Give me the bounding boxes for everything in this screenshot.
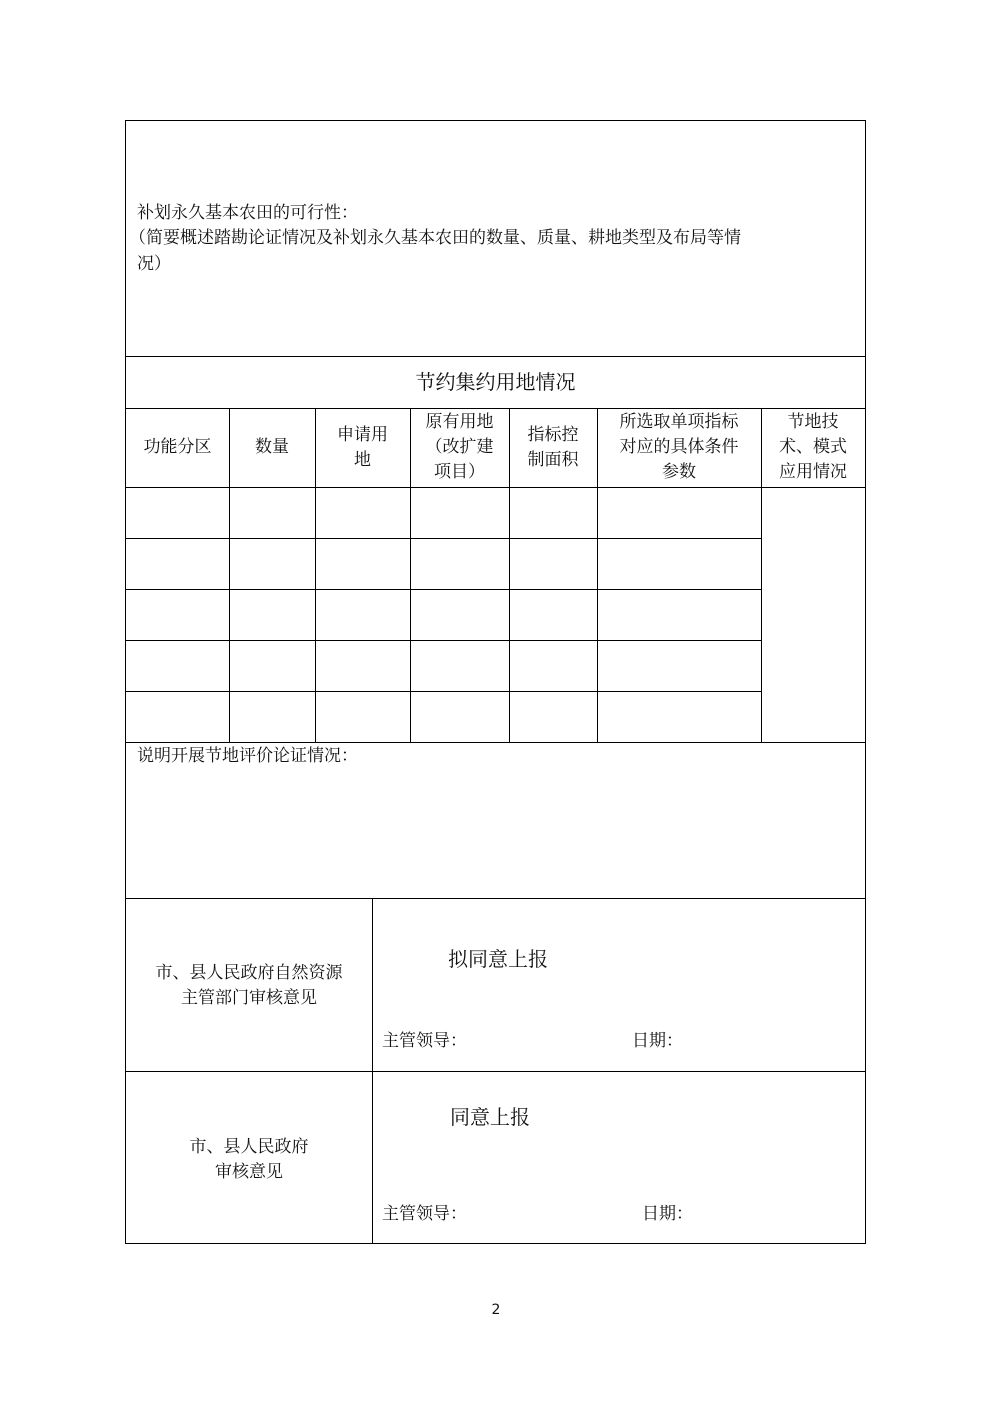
table-cell[interactable] bbox=[597, 640, 761, 691]
table-cell[interactable] bbox=[509, 538, 597, 589]
table-cell[interactable] bbox=[315, 691, 410, 742]
table-header-text: 功能分区 bbox=[143, 437, 212, 457]
review1-opinion: 拟同意上报 bbox=[448, 947, 548, 971]
feasibility-title: 补划永久基本农田的可行性： bbox=[137, 203, 358, 223]
table-cell[interactable] bbox=[126, 691, 229, 742]
table-header-text: 参数 bbox=[662, 462, 696, 482]
divider bbox=[126, 898, 865, 899]
table-header-text: 节地技 bbox=[787, 412, 839, 432]
review1-label: 市、县人民政府自然资源 主管部门审核意见 bbox=[155, 963, 343, 1008]
table-header-cell bbox=[126, 408, 229, 487]
table-cell[interactable] bbox=[410, 538, 509, 589]
form-table bbox=[125, 120, 866, 1244]
table-header-cell bbox=[509, 408, 597, 487]
table-cell[interactable] bbox=[410, 640, 509, 691]
table-cell[interactable] bbox=[597, 538, 761, 589]
table-cell[interactable] bbox=[315, 487, 410, 538]
table-cell[interactable] bbox=[597, 691, 761, 742]
table-cell[interactable] bbox=[509, 691, 597, 742]
table-cell[interactable] bbox=[410, 487, 509, 538]
table-header-text: 应用情况 bbox=[779, 462, 847, 482]
table-header-cell bbox=[410, 408, 509, 487]
feasibility-note-line2: 况） bbox=[137, 254, 171, 274]
table-header-cell bbox=[315, 408, 410, 487]
table-cell[interactable] bbox=[597, 589, 761, 640]
review2-opinion: 同意上报 bbox=[450, 1105, 530, 1129]
table-cell[interactable] bbox=[229, 691, 315, 742]
page-number: 2 bbox=[491, 1302, 501, 1318]
feasibility-note-line1: （简要概述踏勘论证情况及补划永久基本农田的数量、质量、耕地类型及布局等情 bbox=[129, 228, 741, 248]
table-header-text: 指标控 bbox=[527, 424, 579, 445]
table-cell[interactable] bbox=[410, 691, 509, 742]
table-header-cell bbox=[597, 408, 761, 487]
table-cell[interactable] bbox=[410, 589, 509, 640]
review1-leader-label: 主管领导： bbox=[382, 1031, 467, 1051]
table-merged-cell[interactable] bbox=[761, 487, 865, 742]
table-header-text: 对应的具体条件 bbox=[619, 437, 739, 457]
review1-date-label: 日期： bbox=[632, 1031, 683, 1051]
divider bbox=[126, 742, 865, 743]
table-header-text: 术、模式 bbox=[779, 437, 847, 457]
table-cell[interactable] bbox=[126, 589, 229, 640]
table-header-text: 原有用地 bbox=[425, 412, 494, 432]
table-cell[interactable] bbox=[229, 589, 315, 640]
table-header-text: 申请用 bbox=[337, 424, 388, 445]
table-cell[interactable] bbox=[126, 640, 229, 691]
table-cell[interactable] bbox=[229, 538, 315, 589]
table-cell[interactable] bbox=[597, 487, 761, 538]
table-header-text: 地 bbox=[354, 449, 371, 470]
section-title: 节约集约用地情况 bbox=[415, 370, 576, 394]
table-cell[interactable] bbox=[509, 589, 597, 640]
evaluation-label: 说明开展节地评价论证情况： bbox=[137, 746, 358, 766]
table-header-cell bbox=[229, 408, 315, 487]
table-cell[interactable] bbox=[315, 640, 410, 691]
table-header-text: 数量 bbox=[255, 437, 289, 457]
table-header-text: 制面积 bbox=[527, 449, 579, 470]
table-cell[interactable] bbox=[315, 538, 410, 589]
review2-label: 市、县人民政府 审核意见 bbox=[189, 1137, 309, 1182]
table-cell[interactable] bbox=[509, 487, 597, 538]
review2-leader-label: 主管领导： bbox=[382, 1204, 467, 1224]
table-header-cell bbox=[761, 408, 865, 487]
divider bbox=[126, 1071, 865, 1072]
table-cell[interactable] bbox=[229, 487, 315, 538]
review2-date-label: 日期： bbox=[642, 1204, 693, 1224]
table-header-text: 项目） bbox=[434, 462, 485, 482]
table-cell[interactable] bbox=[126, 487, 229, 538]
table-cell[interactable] bbox=[509, 640, 597, 691]
table-cell[interactable] bbox=[126, 538, 229, 589]
table-cell[interactable] bbox=[315, 589, 410, 640]
table-header-text: 所选取单项指标 bbox=[619, 412, 739, 432]
table-header-text: （改扩建 bbox=[425, 437, 494, 457]
table-cell[interactable] bbox=[229, 640, 315, 691]
